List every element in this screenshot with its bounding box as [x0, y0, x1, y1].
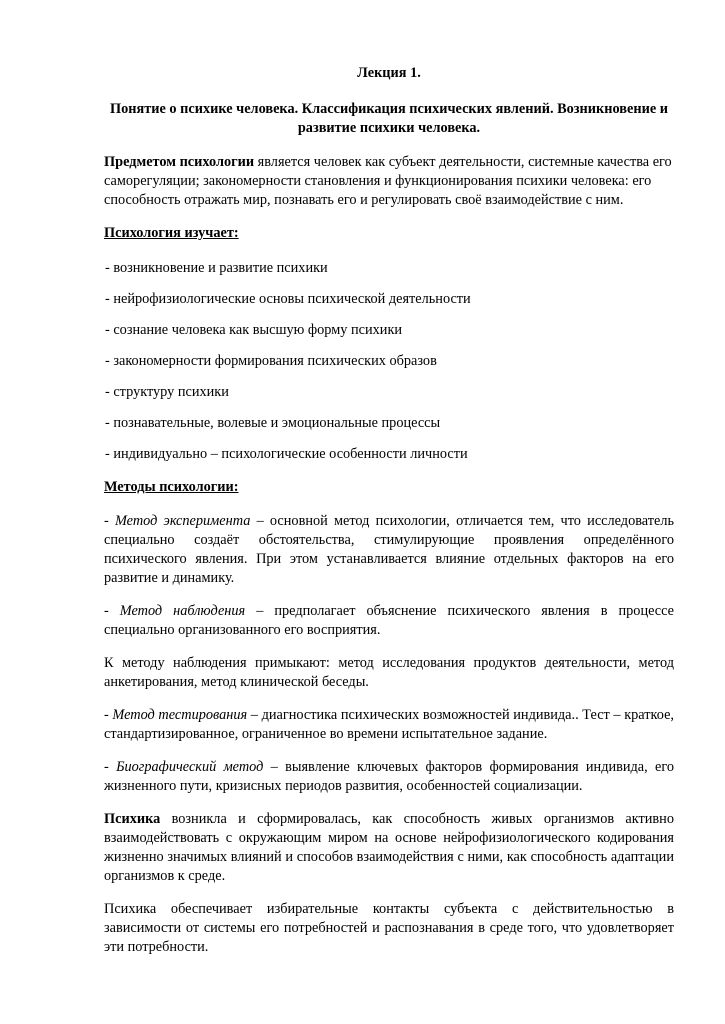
studies-heading: Психология изучает: [104, 225, 239, 241]
psyche-provides-paragraph: Психика обеспечивает избирательные контакты субъекта с действительностью в зависимости от системы его потребностей и распознавания в среде того, что удовлетворяет эти потребности. [104, 901, 674, 955]
subject-paragraph [104, 153, 674, 210]
method-name: Метод наблюдения [119, 603, 246, 619]
method-testing [104, 706, 674, 744]
lecture-title: Понятие о психике человека. Классификация психических явлений. Возникновение и развитие психики человека. [109, 101, 668, 136]
list-item: - закономерности формирования психических образов [105, 353, 437, 369]
method-text: – диагностика психических возможностей индивида.. Тест – краткое, стандартизированное, ограниченное во времени испытательное задание. [104, 707, 674, 742]
list-dash: - [104, 603, 120, 619]
list-item: - нейрофизиологические основы психической деятельности [105, 291, 471, 307]
psyche-term: Психика [104, 811, 161, 827]
list-item: - сознание человека как высшую форму психики [105, 322, 403, 338]
list-item: - возникновение и развитие психики [105, 260, 328, 276]
list-item: - структуру психики [105, 384, 229, 400]
method-name: Метод тестирования [112, 707, 248, 723]
list-dash: - [104, 759, 117, 775]
method-name: Метод эксперимента [114, 513, 251, 529]
method-experiment [104, 512, 674, 588]
studies-list [104, 259, 674, 464]
lecture-number: Лекция 1. [357, 65, 421, 81]
subject-text: является человек как субъект деятельности, системные качества его саморегуляции; закономерности становления и функционирования психики человека: его способность отражать мир, познавать его и регулировать своё взаимодействие с ним. [104, 154, 672, 208]
list-item: - индивидуально – психологические особенности личности [105, 446, 468, 462]
method-text: – основной метод психологии, отличается тем, что исследователь специально создаёт обстоятельства, стимулирующие проявления определённого психического явления. При этом устанавливается влияние отдельных факторов на его развитие и динамику. [104, 513, 675, 586]
method-text: – выявление ключевых факторов формирования индивида, его жизненного пути, кризисных периодов развития, особенностей социализации. [104, 759, 675, 794]
psyche-text: возникла и сформировалась, как способность живых организмов активно взаимодействовать с окружающим миром на основе нейрофизиологического кодирования жизненно значимых влияний и способов взаимодействия с ними, как способность адаптации организмов к среде. [104, 811, 674, 884]
list-item: - познавательные, волевые и эмоциональные процессы [105, 415, 441, 431]
methods-heading: Методы психологии: [104, 479, 239, 495]
method-text: – предполагает объяснение психического явления в процессе специально организованного его восприятия. [104, 603, 675, 638]
method-observation [104, 602, 674, 640]
document-page [104, 64, 674, 971]
subject-term: Предметом психологии [104, 154, 255, 170]
list-dash: - [104, 707, 113, 723]
method-name: Биографический метод [116, 759, 264, 775]
psyche-paragraph [104, 810, 674, 886]
observation-adjacent-methods: К методу наблюдения примыкают: метод исследования продуктов деятельности, метод анкетирования, метод клинической беседы. [104, 655, 674, 690]
list-dash: - [104, 513, 115, 529]
method-biographical [104, 758, 674, 796]
